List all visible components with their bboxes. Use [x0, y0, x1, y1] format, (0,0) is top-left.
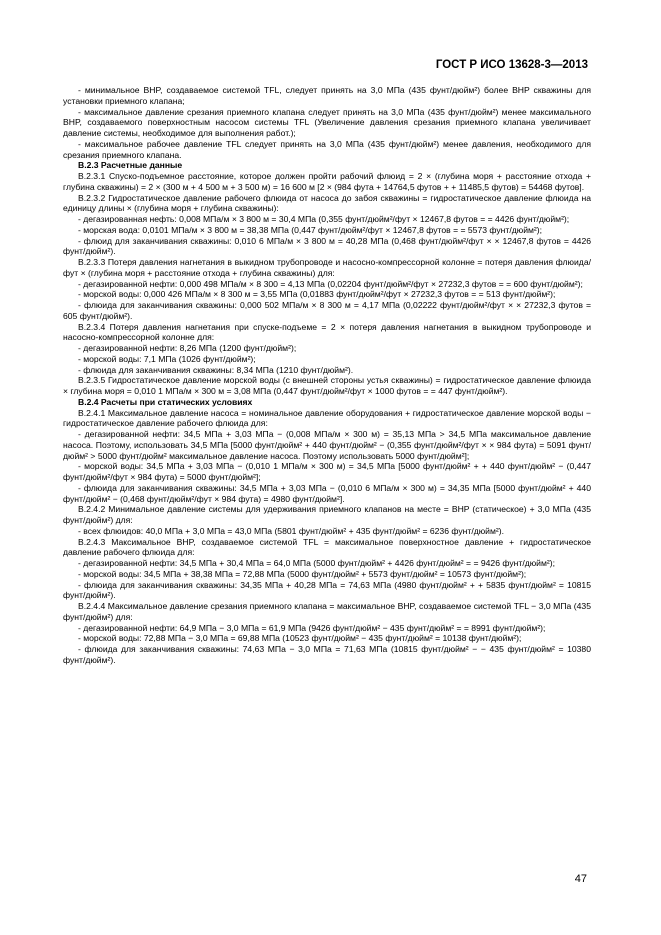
paragraph: - флюид для заканчивания скважины: 0,010 6 МПа/м × 3 800 м = 40,28 МПа (0,468 фунт/дюйм²/фут × × 12467,8 футов = 4426 фунт/дюйм²). [63, 235, 591, 257]
paragraph: - дегазированной нефти: 8,26 МПа (1200 фунт/дюйм²); [78, 343, 297, 353]
paragraph: - флюида для заканчивания скважины: 34,35 МПа + 40,28 МПа = 74,63 МПа (4980 фунт/дюйм² + + 5835 фунт/дюйм² = 10815 фунт/дюйм²). [63, 579, 591, 601]
paragraph: В.2.3.1 Спуско-подъемное расстояние, которое должен пройти рабочий флюид = 2 × (глубина моря + расстояние отхода + глубина скважины) = 2 × (300 м + 4 500 м + 3 500 м) = 16 600 м [2 × (984 фута + 14764,5 футов + + 11485,5 футов) = 54468 футов]. [63, 171, 591, 192]
paragraph: - морской воды: 34,5 МПа + 38,38 МПа = 72,88 МПа (5000 фунт/дюйм² + 5573 фунт/дюйм² = 10573 фунт/дюйм²); [78, 568, 527, 579]
paragraph: В.2.4.2 Минимальное давление системы для удерживания приемного клапанов на месте = BHP (статическое) + 3,0 МПа (435 фунт/дюйм²) для: [63, 504, 591, 525]
paragraph: - дегазированной нефти: 0,000 498 МПа/м × 8 300 = 4,13 МПа (0,02204 фунт/дюйм²/фут × 27232,3 футов = = 600 фунт/дюйм²); [78, 278, 583, 289]
page-number: 47 [574, 873, 587, 885]
paragraph: - дегазированная нефть: 0,008 МПа/м × 3 800 м = 30,4 МПа (0,355 фунт/дюйм²/фут × 12467,8 футов = = 4426 фунт/дюйм²); [78, 214, 570, 224]
paragraph: - дегазированной нефти: 34,5 МПа + 30,4 МПа = 64,0 МПа (5000 фунт/дюйм² + 4426 фунт/дюйм² = = 9426 фунт/дюйм²); [78, 558, 555, 568]
paragraph: - дегазированной нефти: 64,9 МПа − 3,0 МПа = 61,9 МПа (9426 фунт/дюйм² − 435 фунт/дюйм² = = 8991 фунт/дюйм²); [78, 622, 546, 633]
paragraph: - минимальное BHP, создаваемое системой TFL, следует принять на 3,0 МПа (435 фунт/дюйм²) более BHP скважины для установки приемного клапана; [63, 85, 591, 106]
paragraph: - морской воды: 34,5 МПа + 3,03 МПа − (0,010 1 МПа/м × 300 м) = 34,5 МПа [5000 фунт/дюйм² + + 440 фунт/дюйм² − (0,447 фунт/дюйм²/фут × 984 фута) = 5000 фунт/дюйм²]; [63, 461, 591, 482]
paragraph: В.2.3.5 Гидростатическое давление морской воды (с внешней стороны устья скважины) = гидростатическое давление флюида × глубина моря = 0,010 1 МПа/м × 300 м = 3,08 МПа (0,447 фунт/дюйм²/фут × 1000 футов = = 447 фунт/дюйм²). [63, 375, 591, 396]
section-heading: В.2.3 Расчетные данные [78, 160, 183, 171]
paragraph: - флюида для заканчивания скважины: 0,000 502 МПа/м × 8 300 м = 4,17 МПа (0,02222 фунт/дюйм²/фут × × 27232,3 футов = 605 фунт/дюйм²). [63, 300, 591, 321]
paragraph: В.2.3.2 Гидростатическое давление рабочего флюида от насоса до забоя скважины = гидростатическое давление флюида на единицу длины × (глубина моря + глубина скважины): [63, 192, 591, 214]
paragraph: В.2.3.4 Потеря давления нагнетания при спуске-подъеме = 2 × потеря давления нагнетания в выкидном трубопроводе и насосно-компрессорной колонне для: [63, 321, 591, 343]
paragraph: В.2.4.3 Максимальное BHP, создаваемое системой TFL = максимальное поверхностное давление + гидростатическое давление рабочего флюида для: [63, 536, 591, 558]
paragraph: - морская вода: 0,0101 МПа/м × 3 800 м = 38,38 МПа (0,447 фунт/дюйм²/фут × 12467,8 футов = = 5573 фунт/дюйм²); [78, 224, 543, 235]
paragraph: - флюида для заканчивания скважины: 8,34 МПа (1210 фунт/дюйм²). [78, 364, 354, 375]
paragraph: В.2.4.1 Максимальное давление насоса = номинальное давление оборудования + гидростатическое давление морской воды − гидростатическое давление рабочего флюида для: [63, 407, 591, 429]
page-body [63, 85, 591, 666]
paragraph: - максимальное рабочее давление TFL следует принять на 3,0 МПа (435 фунт/дюйм²) менее давления, необходимого для срезания приемного клапана. [63, 138, 591, 160]
paragraph: - максимальное давление срезания приемного клапана следует принять на 3,0 МПа (435 фунт/дюйм²) менее максимального BHP, создаваемого поверхностным насосом системы TFL (Увеличение давления срезания приемного клапана увеличивает давление системы, необходимое для выполнения работ.); [63, 106, 591, 138]
paragraph: В.2.4.4 Максимальное давление срезания приемного клапана = максимальное BHP, создаваемое системой TFL − 3,0 МПа (435 фунт/дюйм²) для: [63, 601, 591, 622]
paragraph: - всех флюидов: 40,0 МПа + 3,0 МПа = 43,0 МПа (5801 фунт/дюйм² + 435 фунт/дюйм² = 6236 фунт/дюйм²). [78, 525, 504, 536]
paragraph: - морской воды: 0,000 426 МПа/м × 8 300 м = 3,55 МПа (0,01883 фунт/дюйм²/фут × 27232,3 футов = = 513 фунт/дюйм²); [78, 289, 556, 300]
paragraph: В.2.3.3 Потеря давления нагнетания в выкидном трубопроводе и насосно-компрессорной колонне = потеря давления флюида/фут × (глубина моря + расстояние отхода + глубина скважины) для: [63, 257, 591, 278]
document-header: ГОСТ Р ИСО 13628-3—2013 [435, 59, 588, 71]
section-heading: В.2.4 Расчеты при статических условиях [78, 396, 253, 407]
paragraph: - дегазированной нефти: 34,5 МПа + 3,03 МПа − (0,008 МПа/м × 300 м) = 35,13 МПа > 34,5 МПа максимальное давление насоса. Поэтому, использовать 34,5 МПа [5000 фунт/дюйм² + 440 фунт/дюйм² − (0,355 фунт/дюйм²/фут × × 984 фута) = 5091 фунт/дюйм² > 5000 фунт/дюйм² максимальное давление насоса. Поэтому использовать 5000 фунт/дюйм²]; [63, 429, 591, 461]
paragraph: - флюида для заканчивания скважины: 74,63 МПа − 3,0 МПа = 71,63 МПа (10815 фунт/дюйм² − − 435 фунт/дюйм² = 10380 фунт/дюйм²). [63, 644, 591, 665]
paragraph: - морской воды: 7,1 МПа (1026 фунт/дюйм²); [78, 353, 256, 364]
paragraph: - флюида для заканчивания скважины: 34,5 МПа + 3,03 МПа − (0,010 6 МПа/м × 300 м) = 34,35 МПа [5000 фунт/дюйм² + 440 фунт/дюйм² − (0,468 фунт/дюйм²/фут × 984 фута) = 4980 фунт/дюйм²]. [63, 482, 591, 504]
paragraph: - морской воды: 72,88 МПа − 3,0 МПа = 69,88 МПа (10523 фунт/дюйм² − 435 фунт/дюйм² = 10138 фунт/дюйм²); [78, 633, 522, 644]
